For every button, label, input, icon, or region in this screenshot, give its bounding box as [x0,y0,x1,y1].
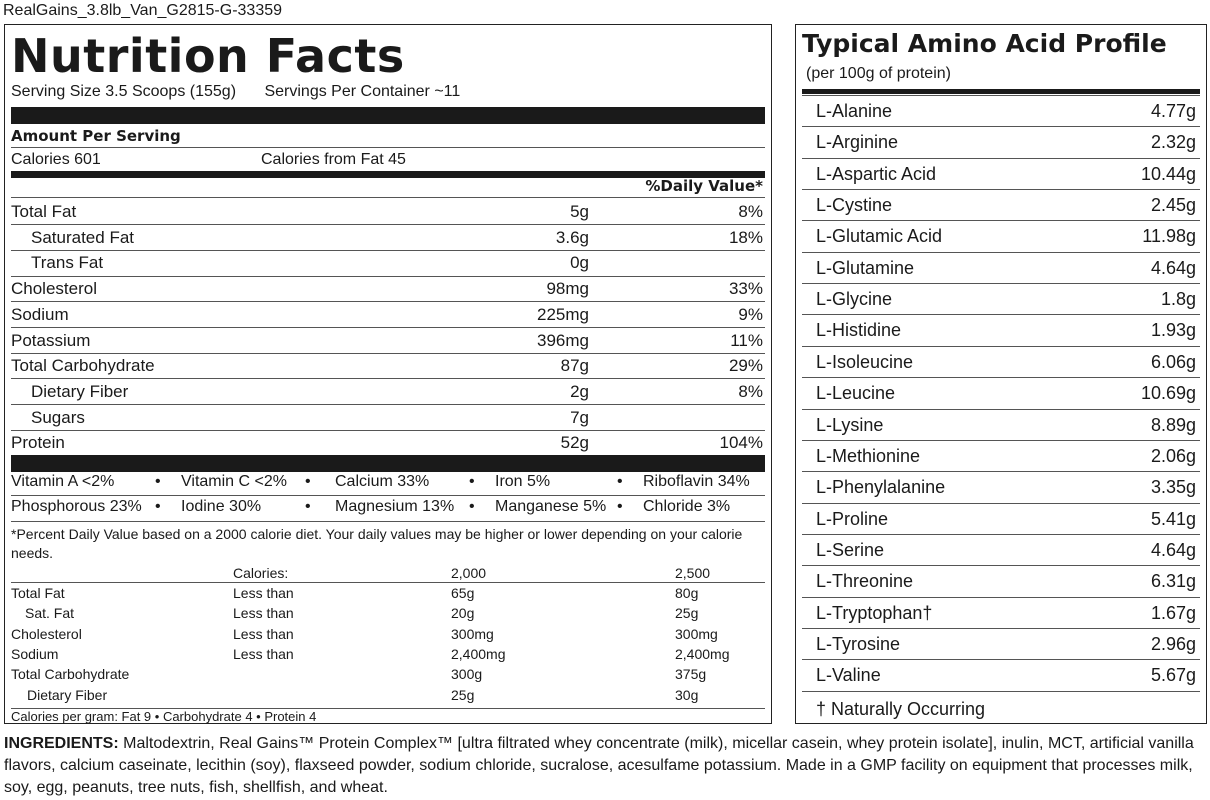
nutrient-daily-value: 33% [728,279,763,299]
amino-name: L-Glutamic Acid [816,226,943,247]
vitamin-item: Iodine 30% [181,498,262,515]
dv-table-cell: 375g [675,666,707,683]
nutrient-amount: 87g [560,356,589,376]
amino-row [802,597,1200,629]
nutrient-amount: 7g [570,407,589,427]
amino-acid-panel [795,24,1207,724]
dv-table-cell: 2,500 [675,565,711,581]
serving-size: Serving Size 3.5 Scoops (155g) [11,83,237,100]
amino-value: 10.69g [1140,383,1196,404]
amino-name: L-Histidine [816,320,902,341]
nutrient-row [11,328,765,354]
amino-name: L-Tryptophan† [816,602,933,623]
amino-name: L-Phenylalanine [816,477,946,498]
amino-value: 5.41g [1150,508,1196,529]
nutrient-row [11,405,765,431]
amino-value: 4.64g [1150,257,1196,278]
amino-row [802,659,1200,691]
nutrient-amount: 52g [560,433,589,453]
amino-value: 3.35g [1150,477,1196,498]
dv-table-cell: 300mg [451,625,494,642]
nutrient-name: Protein [11,433,65,453]
amino-value: 2.06g [1150,445,1196,466]
dv-table-cell: Total Fat [11,585,65,601]
vitamin-item: Phosphorous 23% [11,498,142,515]
amino-subtitle: (per 100g of protein) [806,65,951,82]
dv-table-cell: 300mg [675,625,718,642]
dv-table-cell: Sat. Fat [25,605,75,622]
divider-thick [802,89,1200,94]
vitamins-row-2 [11,496,765,521]
dv-table-cell: Less than [233,585,294,601]
vitamin-item: Calcium 33% [335,473,430,490]
amino-value: 8.89g [1150,414,1196,435]
nutrient-row [11,225,765,251]
amino-row [802,440,1200,472]
nutrient-name: Sodium [11,304,69,324]
dv-table-cell: Total Carbohydrate [11,666,130,683]
bullet-separator: • [617,473,623,490]
amino-value: 2.96g [1150,633,1196,654]
amino-row [802,189,1200,221]
amino-name: L-Proline [816,508,889,529]
nutrient-row [11,353,765,379]
amino-row [802,252,1200,284]
amino-row [802,126,1200,158]
calories-per-gram: Calories per gram: Fat 9 • Carbohydrate 4 • Protein 4 [11,709,317,724]
nutrition-facts-panel [4,24,772,724]
nutrient-name: Saturated Fat [31,227,135,247]
divider [11,147,765,148]
vitamin-item: Manganese 5% [495,498,607,515]
amino-row [802,628,1200,660]
amino-row [802,409,1200,441]
dv-table-cell: Cholesterol [11,625,82,642]
nutrient-daily-value: 104% [719,433,763,453]
amino-row [802,95,1200,127]
amino-value: 1.93g [1150,320,1196,341]
vitamin-item: Iron 5% [495,473,551,490]
servings-per-container: Servings Per Container ~11 [264,83,461,100]
dv-table-cell: Sodium [11,645,59,662]
nutrient-daily-value: 29% [728,356,763,376]
amino-value: 5.67g [1150,665,1196,686]
dv-table-cell: 20g [451,605,475,622]
nutrient-row [11,276,765,302]
vitamin-item: Chloride 3% [643,498,731,515]
amino-row [802,346,1200,378]
nutrient-amount: 2g [570,381,589,401]
naturally-occurring-note: † Naturally Occurring [816,699,986,719]
amino-value: 2.45g [1150,195,1196,216]
amino-name: L-Glycine [816,289,893,310]
dv-table-cell: Dietary Fiber [27,686,108,703]
amino-value: 1.67g [1150,602,1196,623]
amino-name: L-Aspartic Acid [816,163,937,184]
file-name: RealGains_3.8lb_Van_G2815-G-33359 [3,2,283,19]
amino-name: L-Serine [816,539,885,560]
vitamins-row-1 [11,471,765,496]
amino-value: 6.06g [1150,351,1196,372]
amino-name: L-Methionine [816,445,921,466]
amino-name: L-Cystine [816,195,893,216]
vitamin-item: Vitamin C <2% [181,473,287,490]
amino-row [802,220,1200,252]
dv-table-cell: Less than [233,645,294,662]
nutrient-name: Potassium [11,330,91,350]
amino-name: L-Alanine [816,101,893,121]
amino-name: L-Arginine [816,132,899,153]
amino-title: Typical Amino Acid Profile [802,29,1167,58]
ingredients [4,733,1208,799]
amino-row [802,314,1200,346]
nutrient-daily-value: 11% [730,330,763,350]
amino-row [802,565,1200,597]
vitamin-item: Riboflavin 34% [643,473,750,490]
nutrient-name: Dietary Fiber [31,381,129,401]
nutrient-row [11,430,765,456]
divider [11,521,765,522]
serving-info [11,83,484,101]
dv-table-cell: 25g [451,686,475,703]
dv-table-cell: 300g [451,666,483,683]
amino-name: L-Lysine [816,414,884,435]
bullet-separator: • [469,473,475,490]
nutrient-amount: 225mg [537,304,589,324]
daily-value-footnote: *Percent Daily Value based on a 2000 calorie diet. Your daily values may be higher or lower depending on your calorie needs. [11,526,743,561]
nutrient-name: Total Fat [11,202,77,221]
nutrient-daily-value: 18% [728,227,763,247]
bullet-separator: • [155,498,161,515]
nutrient-name: Total Carbohydrate [11,356,155,376]
amino-row [802,283,1200,315]
amino-name: L-Leucine [816,383,896,404]
amino-value: 11.98g [1142,226,1196,247]
bullet-separator: • [617,498,623,515]
amino-name: L-Valine [816,665,881,686]
calories: Calories 601 [11,151,101,168]
dv-table-cell: 2,400mg [675,645,730,662]
dv-table-cell: 2,400mg [451,645,506,662]
nutrient-daily-value: 8% [738,381,763,401]
nutrient-amount: 5g [570,202,589,221]
divider-thick [11,455,765,472]
nutrient-amount: 396mg [537,330,589,350]
amino-value: 4.77g [1150,101,1196,121]
amino-row [802,377,1200,409]
dv-table-cell: Calories: [233,565,289,581]
dv-table-cell: Less than [233,605,294,622]
nutrient-row [11,302,765,328]
amino-name: L-Threonine [816,571,914,592]
vitamin-item: Magnesium 13% [335,498,455,515]
vitamin-item: Vitamin A <2% [11,473,115,490]
nutrient-name: Sugars [31,407,85,427]
nutrient-name: Trans Fat [31,253,104,273]
nutrient-amount: 0g [570,253,589,273]
nutrient-row [11,250,765,276]
amino-value: 1.8g [1160,289,1196,310]
bullet-separator: • [305,473,311,490]
amino-row [802,158,1200,190]
amino-row [802,503,1200,535]
dv-table-cell: Less than [233,625,294,642]
bullet-separator: • [469,498,475,515]
nutrient-daily-value: 8% [738,202,763,221]
nutrient-name: Cholesterol [11,279,97,299]
nutrient-amount: 3.6g [555,227,589,247]
divider-thick [11,107,765,124]
nutrient-daily-value: 9% [738,304,763,324]
nutrient-row [11,379,765,405]
nutrition-title: Nutrition Facts [11,29,405,83]
divider [11,197,765,198]
divider [11,582,765,583]
amino-value: 10.44g [1140,163,1196,184]
dv-table-cell: 80g [675,585,699,601]
dv-table-cell: 2,000 [451,565,487,581]
nutrient-row [11,199,765,225]
ingredients-text: Maltodextrin, Real Gains™ Protein Complex™ [ultra filtrated whey concentrate (milk), micellar casein, whey protein isolate], inulin, MCT, artificial vanilla flavors, calcium caseinate, lecithin (soy), flaxseed powder, sodium chloride, sucralose, acesulfame potassium. Made in a GMP facility on equipment that processes milk, soy, egg, peanuts, tree nuts, fish, shellfish, and wheat. [4,735,1194,796]
amino-row [802,471,1200,503]
daily-value-header: %Daily Value* [645,177,763,195]
dv-table-cell: 25g [675,605,699,622]
ingredients-label: INGREDIENTS: [4,735,119,752]
amino-value: 2.32g [1150,132,1196,153]
dv-table-cell: 65g [451,585,475,601]
calories-from-fat: Calories from Fat 45 [261,151,406,168]
amino-value: 4.64g [1150,539,1196,560]
dv-table-cell: 30g [675,686,699,703]
amino-name: L-Isoleucine [816,351,914,372]
amino-name: L-Glutamine [816,257,915,278]
amount-per-serving-label: Amount Per Serving [11,127,181,145]
nutrient-amount: 98mg [546,279,589,299]
bullet-separator: • [155,473,161,490]
amino-row [802,534,1200,566]
amino-name: L-Tyrosine [816,633,901,654]
bullet-separator: • [305,498,311,515]
amino-value: 6.31g [1150,571,1196,592]
divider [802,691,1200,693]
